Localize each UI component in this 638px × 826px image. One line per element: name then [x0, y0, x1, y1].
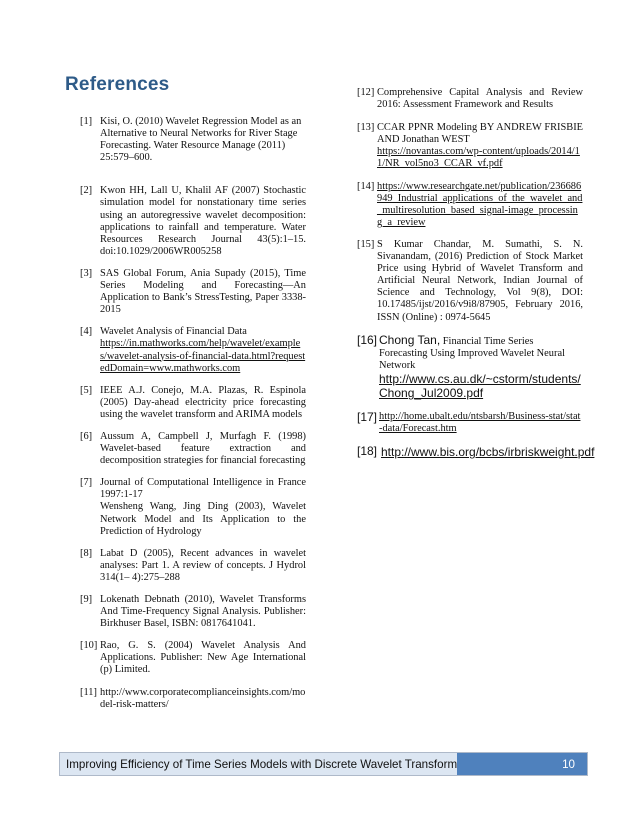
reference-link[interactable]: https://www.researchgate.net/publication/236686949_Industrial_applications_of_the_wavelet_and_multiresolution_based_signal-image_processing_a_review: [377, 180, 583, 228]
reference-number: [11]: [80, 686, 97, 698]
reference-link[interactable]: http://www.cs.au.dk/~cstorm/students/Chong_Jul2009.pdf: [379, 371, 581, 401]
reference-text: Aussum A, Campbell J, Murfagh F. (1998) Wavelet-based feature extraction and decomposition strategies for financial forecasting: [100, 430, 306, 467]
reference-6: [80, 431, 306, 467]
reference-text: Lokenath Debnath (2010), Wavelet Transforms And Time-Frequency Signal Analysis. Publisher: Birkhuser Basel, ISBN: 0817641041.: [100, 594, 306, 630]
reference-number: [12]: [357, 87, 375, 98]
reference-text: Kwon HH, Lall U, Khalil AF (2007) Stochastic simulation model for nonstationary time series using an autoregressive wavelet decomposition: applications to rainfall and temperature. Water Resources Research Journal 43(5):1–15. doi:10.1029/2006WR005258: [100, 185, 306, 257]
reference-7: [80, 477, 306, 537]
reference-text: Comprehensive Capital Analysis and Review 2016: Assessment Framework and Results: [377, 87, 583, 111]
reference-11: [80, 687, 306, 711]
reference-12: [357, 87, 583, 111]
reference-number: [8]: [80, 547, 93, 559]
reference-16: [357, 334, 583, 401]
reference-4: [80, 326, 306, 374]
reference-number: [1]: [80, 116, 93, 127]
reference-1: [80, 116, 306, 164]
reference-text: IEEE A.J. Conejo, M.A. Plazas, R. Espinola (2005) Day-ahead electricity price forecasting using the wavelet transform and ARIMA models: [100, 384, 306, 420]
reference-number: [9]: [80, 594, 93, 605]
references-right-column: [357, 87, 595, 460]
references-left-column: [80, 116, 306, 711]
reference-2: [80, 185, 306, 258]
reference-text: Kisi, O. (2010) Wavelet Regression Model as an Alternative to Neural Networks for River Stage Forecasting. Water Resource Manage (2011) 25:579–600.: [100, 116, 302, 164]
reference-14: [357, 181, 583, 229]
reference-number: [15]: [357, 238, 375, 250]
reference-link[interactable]: https://in.mathworks.com/help/wavelet/examples/wavelet-analysis-of-financial-data.html?requestedDomain=www.mathworks.com: [100, 338, 306, 374]
footer-page-number: 10: [457, 753, 587, 775]
reference-number: [10]: [80, 640, 98, 652]
footer-document-title: Improving Efficiency of Time Series Models with Discrete Wavelet Transform: [60, 753, 457, 775]
reference-number: [6]: [80, 430, 93, 442]
reference-number: [17]: [357, 409, 378, 424]
reference-3: [80, 268, 306, 316]
references-heading: References: [65, 74, 170, 95]
reference-text: Financial Time Series Forecasting Using Improved Wavelet Neural Network: [379, 335, 565, 371]
reference-text-continued: Wensheng Wang, Jing Ding (2003), Wavelet Network Model and Its Application to the Prediction of Hydrology: [100, 501, 306, 537]
reference-link[interactable]: http://www.bis.org/bcbs/irbriskweight.pdf: [381, 445, 595, 460]
reference-text: CCAR PPNR Modeling BY ANDREW FRISBIE AND Jonathan WEST: [377, 122, 583, 146]
reference-number: [7]: [80, 477, 93, 489]
reference-18: [357, 444, 595, 460]
reference-number: [16]: [357, 332, 378, 347]
reference-number: [3]: [80, 267, 93, 279]
reference-8: [80, 548, 306, 584]
reference-number: [18]: [357, 444, 378, 459]
reference-10: [80, 640, 306, 676]
reference-number: [2]: [80, 185, 93, 197]
reference-text: Journal of Computational Intelligence in France 1997:1-17: [100, 477, 306, 501]
reference-number: [5]: [80, 384, 93, 396]
reference-9: [80, 594, 306, 630]
reference-text: Wavelet Analysis of Financial Data: [100, 326, 247, 338]
reference-link[interactable]: https://novantas.com/wp-content/uploads/2014/11/NR_vol5no3_CCAR_vf.pdf: [377, 146, 580, 170]
reference-17: [357, 411, 583, 435]
reference-number: [14]: [357, 180, 375, 192]
reference-15: [357, 239, 583, 324]
reference-author: Chong Tan,: [379, 332, 441, 347]
reference-text: S Kumar Chandar, M. Sumathi, S. N. Sivanandam, (2016) Prediction of Stock Market Price using Hybrid of Wavelet Transform and Artificial Neural Network, Indian Journal of Science and Technology, Vol 9(8), DOI: 10.17485/ijst/2016/v9i8/87905, February 2016, ISSN (Online) : 0974-5645: [377, 238, 583, 323]
reference-text: Rao, G. S. (2004) Wavelet Analysis And Applications. Publisher: New Age International (p) Limited.: [100, 640, 306, 676]
reference-5: [80, 385, 306, 421]
reference-number: [13]: [357, 122, 375, 134]
reference-text: http://www.corporatecomplianceinsights.com/model-risk-matters/: [100, 686, 306, 710]
reference-13: [357, 122, 583, 170]
reference-text: Labat D (2005), Recent advances in wavelet analyses: Part 1. A review of concepts. J Hydrol 314(1– 4):275–288: [100, 547, 306, 583]
reference-link[interactable]: http://home.ubalt.edu/ntsbarsh/Business-stat/stat-data/Forecast.htm: [379, 410, 581, 434]
reference-text: SAS Global Forum, Ania Supady (2015), Time Series Modeling and Forecasting—An Application to Bank’s StressTesting, Paper 3338-2015: [100, 267, 306, 316]
reference-number: [4]: [80, 326, 93, 338]
page-footer: [59, 752, 588, 776]
